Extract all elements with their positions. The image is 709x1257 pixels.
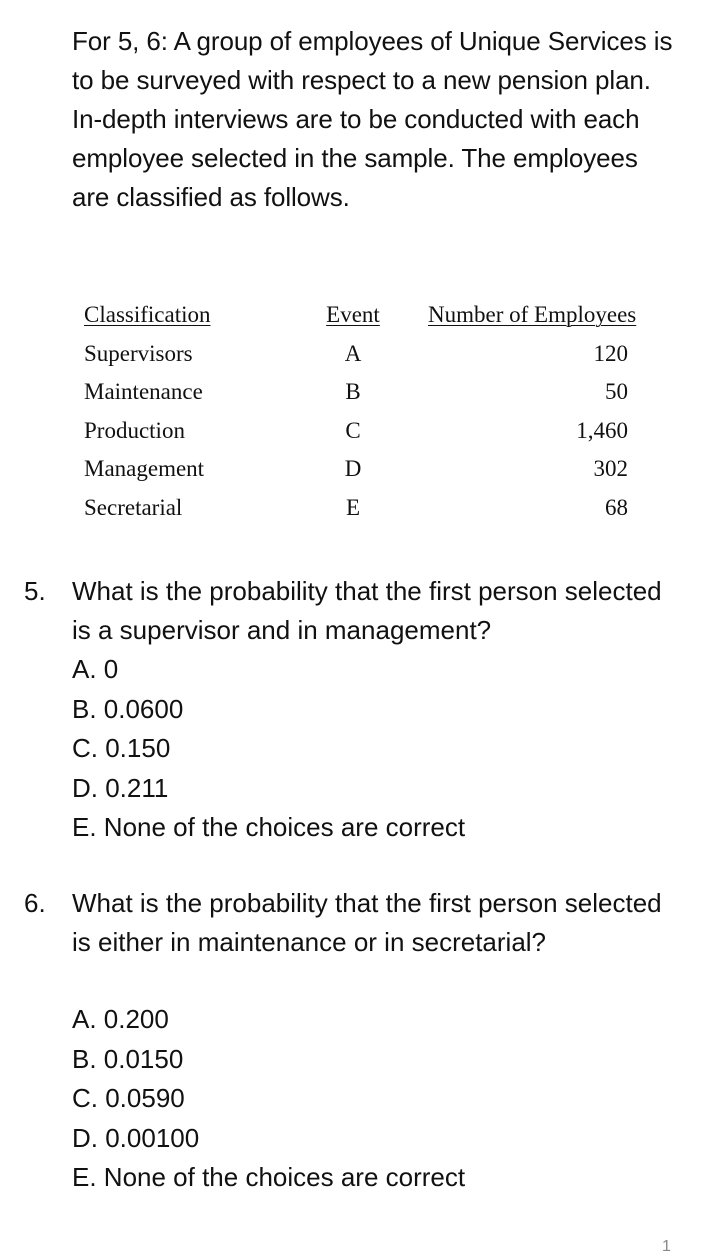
table-row	[84, 335, 644, 374]
cell-classification: Secretarial	[84, 494, 183, 520]
cell-number: 68	[605, 494, 628, 520]
cell-classification: Production	[84, 417, 185, 443]
cell-classification: Supervisors	[84, 340, 193, 366]
question-5-choices	[72, 650, 465, 848]
cell-event: D	[344, 456, 362, 481]
header-event: Event	[326, 302, 380, 327]
choice-d: D. 0.211	[72, 772, 169, 803]
choice-c: C. 0.150	[72, 733, 171, 763]
choice-b: B. 0.0150	[72, 1043, 184, 1074]
header-classification: Classification	[84, 302, 211, 327]
table-row	[84, 489, 644, 528]
cell-event: E	[345, 494, 361, 520]
question-6-choices	[72, 1000, 465, 1198]
choice-c: C. 0.0590	[72, 1083, 185, 1113]
choice-e: E. None of the choices are correct	[72, 1162, 466, 1192]
intro-paragraph: For 5, 6: A group of employees of Unique Services is to be surveyed with respect to a new pension plan. In-depth interviews are to be conducted with each employee selected in the sample. The employees are classified as follows.	[72, 26, 673, 212]
employee-classification-table	[84, 296, 644, 527]
table-row	[84, 450, 644, 489]
cell-event: A	[344, 340, 362, 366]
cell-number: 120	[593, 340, 628, 366]
question-text: What is the probability that the first person selected is either in maintenance or in secretarial?	[72, 888, 662, 957]
page-number: 1	[662, 1238, 671, 1255]
choice-d: D. 0.00100	[72, 1122, 200, 1153]
cell-number: 50	[605, 379, 628, 404]
question-number: 6.	[24, 888, 46, 918]
header-number-of-employees: Number of Employees	[428, 302, 637, 327]
question-number: 5.	[24, 576, 46, 606]
table-row	[84, 412, 644, 451]
table-row	[84, 373, 644, 412]
cell-event: B	[345, 379, 361, 404]
cell-number: 302	[593, 456, 628, 481]
cell-classification: Management	[84, 456, 205, 481]
cell-number: 1,460	[576, 417, 628, 443]
choice-b: B. 0.0600	[72, 693, 184, 724]
choice-a: A. 0.200	[72, 1004, 169, 1034]
cell-classification: Maintenance	[84, 379, 203, 404]
choice-a: A. 0	[72, 654, 119, 684]
cell-event: C	[345, 417, 361, 443]
question-text: What is the probability that the first person selected is a supervisor and in management?	[72, 576, 662, 645]
table-header-row	[84, 296, 644, 335]
choice-e: E. None of the choices are correct	[72, 812, 466, 842]
